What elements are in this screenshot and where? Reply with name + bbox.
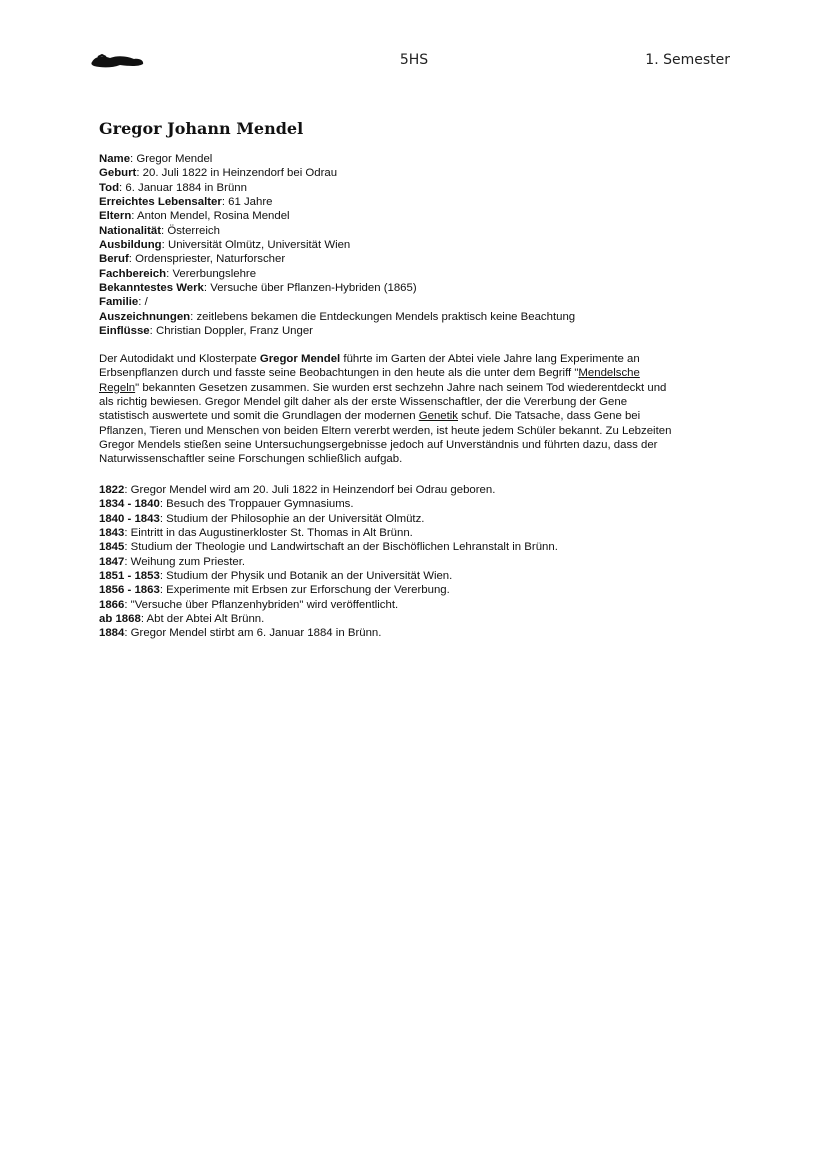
mendelsche-regeln-link[interactable]: Regeln [99, 381, 136, 394]
timeline-text: : Weihung zum Priester. [124, 555, 246, 568]
fact-row [99, 195, 739, 209]
fact-row [99, 295, 739, 309]
fact-value: : Versuche über Pflanzen-Hybriden (1865) [203, 282, 417, 295]
fact-row [99, 152, 739, 166]
timeline-text: : Eintritt in das Augustinerkloster St. Thomas in Alt Brünn. [124, 527, 413, 540]
fact-row [99, 310, 739, 324]
genetik-link[interactable]: Genetik [418, 410, 459, 423]
fact-label: Nationalität [99, 224, 162, 237]
fact-label: Tod [99, 181, 120, 194]
timeline-row [99, 612, 739, 626]
paragraph-line [99, 352, 739, 366]
timeline-row [99, 598, 739, 612]
fact-row [99, 324, 739, 338]
fact-value: : / [138, 296, 148, 309]
paragraph-line: als richtig bewiesen. Gregor Mendel gilt daher als der erste Wissenschaftler, der die Vererbung der Gene [99, 396, 628, 409]
fact-row [99, 224, 739, 238]
fact-label: Eltern [99, 210, 132, 223]
fact-value: : 61 Jahre [221, 196, 273, 209]
fact-value: : Anton Mendel, Rosina Mendel [131, 210, 290, 223]
bold-name: Gregor Mendel [259, 353, 341, 365]
timeline-text: : Studium der Theologie und Landwirtschaft an der Bischöflichen Lehranstalt in Brünn. [124, 541, 558, 554]
fact-value: : 6. Januar 1884 in Brünn [119, 181, 247, 194]
timeline-row [99, 569, 739, 583]
text-run: Erbsenpflanzen durch und fasste seine Beobachtungen in den heute als die unter dem Begriff " [99, 367, 579, 380]
fact-row [99, 166, 739, 180]
document-title: Gregor Johann Mendel [99, 119, 304, 138]
fact-label: Auszeichnungen [99, 310, 191, 323]
text-run: Der Autodidakt und Klosterpate [99, 353, 260, 365]
timeline-year: ab 1868 [99, 613, 141, 626]
timeline-year: 1851 - 1853 [99, 570, 160, 583]
fact-label: Geburt [99, 167, 137, 180]
fact-value: : Gregor Mendel [130, 153, 213, 165]
fact-label: Familie [99, 296, 139, 309]
fact-label: Beruf [99, 253, 129, 266]
fact-row [99, 252, 739, 266]
timeline-year: 1843 [99, 527, 125, 540]
fact-label: Fachbereich [99, 267, 167, 280]
mendelsche-regeln-link[interactable]: Mendelsche [578, 367, 640, 380]
timeline-text: : Abt der Abtei Alt Brünn. [140, 613, 265, 626]
fact-value: : Christian Doppler, Franz Unger [149, 325, 313, 338]
fact-row [99, 238, 739, 252]
fact-value: : Ordenspriester, Naturforscher [128, 253, 286, 266]
timeline-year: 1822 [99, 484, 125, 496]
fact-row [99, 267, 739, 281]
timeline-text: : Gregor Mendel stirbt am 6. Januar 1884 in Brünn. [124, 627, 382, 640]
text-run: führte im Garten der Abtei viele Jahre lang Experimente an [340, 353, 640, 365]
timeline-year: 1840 - 1843 [99, 512, 160, 525]
paragraph-line: Gregor Mendels stießen seine Untersuchungsergebnisse jedoch auf Unverständnis und führten dazu, dass der [99, 439, 658, 452]
timeline-row [99, 583, 739, 597]
timeline-text: : Besuch des Troppauer Gymnasiums. [159, 498, 354, 511]
fact-row [99, 209, 739, 223]
fact-label: Einflüsse [99, 325, 150, 338]
header-class-label: 5HS [399, 52, 429, 68]
paragraph-line: Pflanzen, Tieren und Menschen von beiden Eltern vererbt werden, ist heute jedem Schüler bekannt. Zu Lebzeiten [99, 424, 672, 437]
timeline-row [99, 626, 739, 640]
text-run: schuf. Die Tatsache, dass Gene bei [458, 410, 641, 423]
fact-value: : Vererbungslehre [166, 267, 257, 280]
paragraph-line [99, 381, 739, 395]
text-run: " bekannten Gesetzen zusammen. Sie wurden erst sechzehn Jahre nach seinem Tod wiederentdeckt und [135, 381, 667, 394]
timeline-text: : Studium der Physik und Botanik an der Universität Wien. [159, 570, 453, 583]
fact-value: : Universität Olmütz, Universität Wien [161, 239, 351, 252]
timeline-list [99, 483, 739, 641]
fact-row [99, 181, 739, 195]
header-semester-label: 1. Semester [645, 52, 730, 68]
timeline-text: : Experimente mit Erbsen zur Erforschung der Vererbung. [159, 584, 450, 597]
timeline-year: 1834 - 1840 [99, 498, 160, 511]
fact-label: Erreichtes Lebensalter [99, 196, 222, 209]
fact-list [99, 152, 739, 338]
timeline-year: 1845 [99, 541, 125, 554]
timeline-year: 1884 [99, 627, 125, 640]
fact-row [99, 281, 739, 295]
fact-label: Name [99, 153, 131, 165]
biography-paragraph [99, 352, 739, 467]
timeline-row [99, 555, 739, 569]
paragraph-line: Naturwissenschaftler seine Forschungen schließlich aufgab. [99, 453, 403, 466]
fact-value: : zeitlebens bekamen die Entdeckungen Mendels praktisch keine Beachtung [190, 310, 576, 323]
timeline-row [99, 512, 739, 526]
timeline-text: : "Versuche über Pflanzenhybriden" wird veröffentlicht. [124, 598, 399, 611]
timeline-row [99, 526, 739, 540]
paragraph-line [99, 409, 739, 423]
timeline-text: : Studium der Philosophie an der Universität Olmütz. [159, 512, 425, 525]
fact-label: Ausbildung [99, 239, 162, 252]
timeline-year: 1847 [99, 555, 125, 568]
timeline-row [99, 540, 739, 554]
fact-value: : 20. Juli 1822 in Heinzendorf bei Odrau [136, 167, 338, 180]
timeline-year: 1866 [99, 598, 125, 611]
paragraph-line [99, 366, 739, 380]
timeline-row [99, 483, 739, 497]
fact-value: : Österreich [161, 224, 220, 237]
text-run: statistisch auswertete und somit die Grundlagen der modernen [99, 410, 419, 423]
timeline-text: : Gregor Mendel wird am 20. Juli 1822 in Heinzendorf bei Odrau geboren. [124, 484, 496, 496]
fact-label: Bekanntestes Werk [99, 282, 204, 295]
timeline-row [99, 497, 739, 511]
timeline-year: 1856 - 1863 [99, 584, 160, 597]
